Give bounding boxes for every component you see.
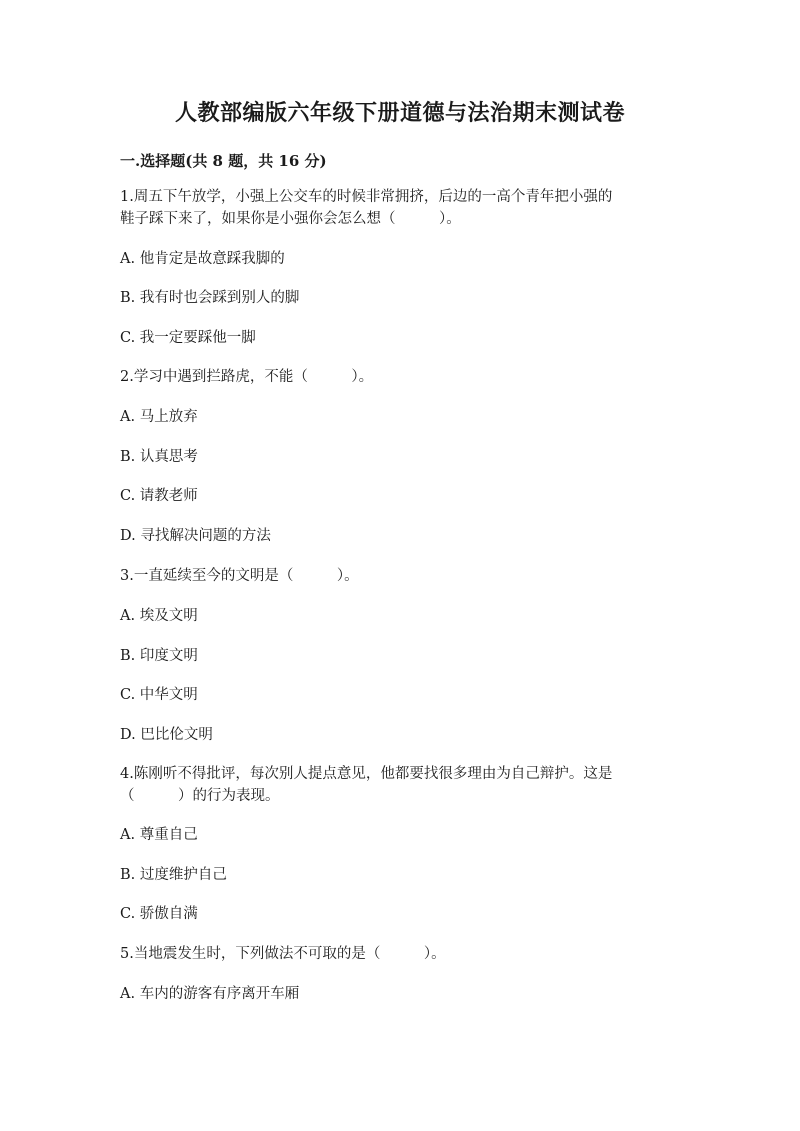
question-text: 学习中遇到拦路虎，不能（ ）。: [133, 369, 374, 385]
question-2-option-a[interactable]: A. 马上放弃: [120, 409, 198, 425]
question-2-option-d[interactable]: D. 寻找解决问题的方法: [120, 528, 271, 544]
question-4-line-2: （ ）的行为表现。: [120, 788, 280, 804]
question-3-option-c[interactable]: C. 中华文明: [120, 687, 198, 703]
question-text: 当地震发生时，下列做法不可取的是（ ）。: [133, 946, 446, 962]
question-4-line-1: [120, 763, 612, 785]
question-5-line-1: [120, 943, 446, 965]
question-4-option-a[interactable]: A. 尊重自己: [120, 827, 198, 843]
question-number: 5.: [120, 946, 134, 962]
question-number: 3.: [120, 568, 134, 584]
question-4-option-b[interactable]: B. 过度维护自己: [120, 867, 227, 883]
section-heading: 一.选择题(共 8 题，共 16 分): [120, 152, 327, 170]
question-text: 周五下午放学，小强上公交车的时候非常拥挤，后边的一高个青年把小强的: [133, 189, 613, 205]
page-title: 人教部编版六年级下册道德与法治期末测试卷: [174, 100, 625, 126]
question-1-line-1: [120, 186, 612, 208]
question-2-option-b[interactable]: B. 认真思考: [120, 449, 198, 465]
question-text: 陈刚听不得批评，每次别人提点意见，他都要找很多理由为自己辩护。这是: [133, 766, 613, 782]
question-3-line-1: [120, 565, 359, 587]
question-2-line-1: [120, 366, 373, 388]
question-1-option-c[interactable]: C. 我一定要踩他一脚: [120, 330, 256, 346]
question-number: 2.: [120, 369, 134, 385]
question-1-line-2: 鞋子踩下来了，如果你是小强你会怎么想（ ）。: [120, 211, 461, 227]
question-1-option-b[interactable]: B. 我有时也会踩到别人的脚: [120, 290, 300, 306]
question-number: 4.: [120, 766, 134, 782]
question-4-option-c[interactable]: C. 骄傲自满: [120, 906, 198, 922]
question-text: 一直延续至今的文明是（ ）。: [133, 568, 359, 584]
question-3-option-b[interactable]: B. 印度文明: [120, 648, 198, 664]
question-1-option-a[interactable]: A. 他肯定是故意踩我脚的: [120, 251, 285, 267]
question-5-option-a[interactable]: A. 车内的游客有序离开车厢: [120, 986, 300, 1002]
question-2-option-c[interactable]: C. 请教老师: [120, 488, 198, 504]
question-number: 1.: [120, 189, 134, 205]
question-3-option-a[interactable]: A. 埃及文明: [120, 608, 198, 624]
question-3-option-d[interactable]: D. 巴比伦文明: [120, 727, 213, 743]
